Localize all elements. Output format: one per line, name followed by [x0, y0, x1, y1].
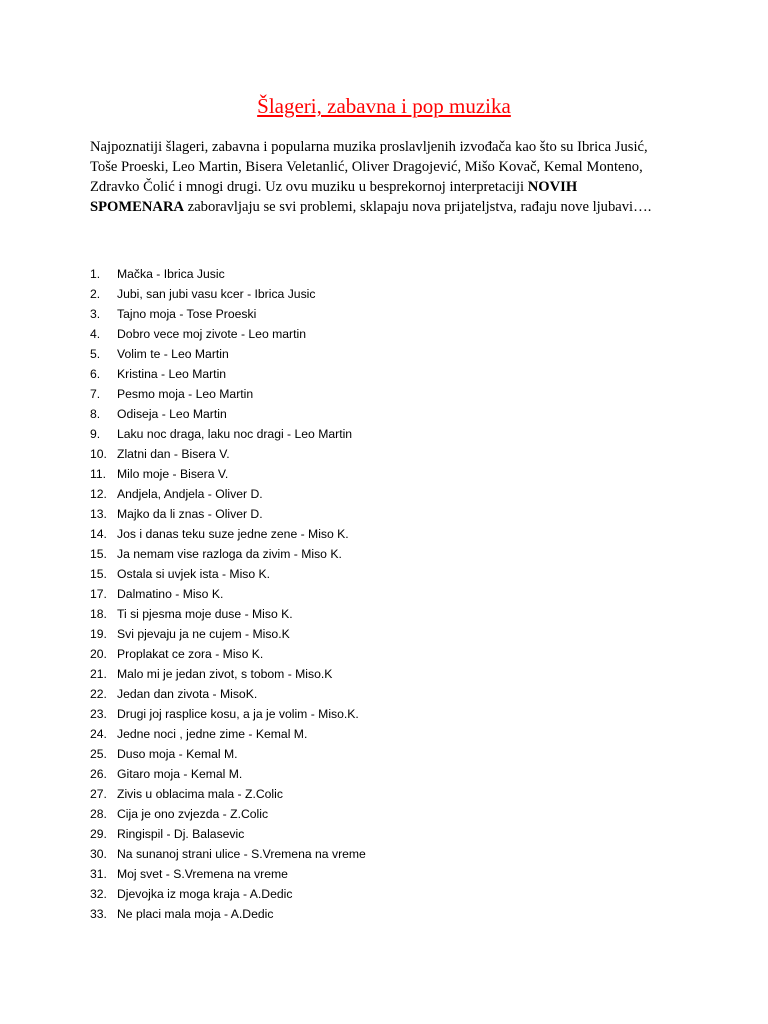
list-item	[90, 464, 366, 484]
list-item	[90, 384, 366, 404]
list-item	[90, 804, 366, 824]
list-item-number: 31.	[90, 867, 107, 881]
list-item	[90, 364, 366, 384]
list-item-number: 33.	[90, 907, 107, 921]
list-item-number: 19.	[90, 627, 107, 641]
list-item-number: 32.	[90, 887, 107, 901]
list-item-number: 23.	[90, 707, 107, 721]
list-item-number: 10.	[90, 447, 107, 461]
list-item-number: 12.	[90, 487, 107, 501]
list-item-text: Ja nemam vise razloga da zivim - Miso K.	[117, 547, 342, 561]
list-item-text: Zivis u oblacima mala - Z.Colic	[117, 787, 283, 801]
list-item	[90, 784, 366, 804]
list-item-text: Jedan dan zivota - MisoK.	[117, 687, 258, 701]
list-item	[90, 884, 366, 904]
intro-paragraph	[90, 137, 680, 217]
list-item-number: 11.	[90, 467, 107, 481]
list-item	[90, 704, 366, 724]
list-item-text: Volim te - Leo Martin	[117, 347, 229, 361]
list-item-text: Ne placi mala moja - A.Dedic	[117, 907, 274, 921]
list-item-text: Jedne noci , jedne zime - Kemal M.	[117, 727, 308, 741]
intro-line-4	[90, 197, 680, 217]
list-item-text: Jubi, san jubi vasu kcer - Ibrica Jusic	[117, 287, 316, 301]
list-item-number: 1.	[90, 267, 101, 281]
list-item-number: 7.	[90, 387, 101, 401]
list-item	[90, 864, 366, 884]
list-item	[90, 524, 366, 544]
list-item	[90, 564, 366, 584]
list-item	[90, 644, 366, 664]
list-item	[90, 724, 366, 744]
list-item-number: 22.	[90, 687, 107, 701]
intro-bold-spomenara: SPOMENARA	[90, 199, 185, 215]
list-item-number: 30.	[90, 847, 107, 861]
list-item-text: Ostala si uvjek ista - Miso K.	[117, 567, 271, 581]
list-item-number: 28.	[90, 807, 107, 821]
list-item-number: 2.	[90, 287, 101, 301]
list-item-text: Majko da li znas - Oliver D.	[117, 507, 263, 521]
list-item	[90, 424, 366, 444]
intro-line-1: Najpoznatiji šlageri, zabavna i popularna muzika proslavljenih izvođača kao što su Ibrica Jusić,	[90, 139, 648, 155]
list-item-text: Dalmatino - Miso K.	[117, 587, 224, 601]
list-item-number: 21.	[90, 667, 107, 681]
list-item-text: Duso moja - Kemal M.	[117, 747, 238, 761]
list-item	[90, 324, 366, 344]
list-item	[90, 624, 366, 644]
list-item-text: Malo mi je jedan zivot, s tobom - Miso.K	[117, 667, 333, 681]
list-item	[90, 344, 366, 364]
list-item-number: 9.	[90, 427, 101, 441]
list-item-text: Na sunanoj strani ulice - S.Vremena na vreme	[117, 847, 366, 861]
intro-line-3	[90, 177, 680, 197]
list-item-number: 29.	[90, 827, 107, 841]
list-item-number: 15.	[90, 547, 107, 561]
list-item-text: Milo moje - Bisera V.	[117, 467, 229, 481]
intro-bold-novih: NOVIH	[527, 179, 578, 195]
list-item-text: Drugi joj rasplice kosu, a ja je volim - Miso.K.	[117, 707, 359, 721]
list-item	[90, 504, 366, 524]
list-item	[90, 764, 366, 784]
list-item-text: Svi pjevaju ja ne cujem - Miso.K	[117, 627, 290, 641]
song-list	[90, 264, 366, 924]
list-item-number: 24.	[90, 727, 107, 741]
list-item-number: 4.	[90, 327, 101, 341]
list-item-text: Ti si pjesma moje duse - Miso K.	[117, 607, 293, 621]
list-item-text: Mačka - Ibrica Jusic	[117, 267, 225, 281]
list-item-number: 13.	[90, 507, 107, 521]
list-item-text: Zlatni dan - Bisera V.	[117, 447, 230, 461]
list-item-text: Djevojka iz moga kraja - A.Dedic	[117, 887, 293, 901]
list-item	[90, 484, 366, 504]
list-item-number: 15.	[90, 567, 107, 581]
list-item-text: Tajno moja - Tose Proeski	[117, 307, 257, 321]
list-item	[90, 664, 366, 684]
list-item-number: 27.	[90, 787, 107, 801]
list-item-number: 8.	[90, 407, 101, 421]
list-item-text: Odiseja - Leo Martin	[117, 407, 227, 421]
list-item-text: Dobro vece moj zivote - Leo martin	[117, 327, 306, 341]
list-item-number: 18.	[90, 607, 107, 621]
list-item	[90, 404, 366, 424]
list-item-number: 26.	[90, 767, 107, 781]
list-item	[90, 444, 366, 464]
list-item	[90, 904, 366, 924]
list-item	[90, 264, 366, 284]
list-item-number: 20.	[90, 647, 107, 661]
list-item	[90, 604, 366, 624]
list-item	[90, 844, 366, 864]
list-item-text: Laku noc draga, laku noc dragi - Leo Martin	[117, 427, 353, 441]
list-item	[90, 284, 366, 304]
list-item-number: 14.	[90, 527, 107, 541]
list-item-text: Ringispil - Dj. Balasevic	[117, 827, 245, 841]
list-item	[90, 544, 366, 564]
list-item	[90, 824, 366, 844]
list-item-number: 25.	[90, 747, 107, 761]
list-item-text: Andjela, Andjela - Oliver D.	[117, 487, 263, 501]
list-item-text: Moj svet - S.Vremena na vreme	[117, 867, 288, 881]
list-item-text: Proplakat ce zora - Miso K.	[117, 647, 264, 661]
list-item-number: 17.	[90, 587, 107, 601]
list-item-text: Kristina - Leo Martin	[117, 367, 227, 381]
list-item-text: Jos i danas teku suze jedne zene - Miso K.	[117, 527, 349, 541]
intro-line-2: Toše Proeski, Leo Martin, Bisera Veletanlić, Oliver Dragojević, Mišo Kovač, Kemal Monteno,	[90, 159, 643, 175]
list-item-text: Cija je ono zvjezda - Z.Colic	[117, 807, 269, 821]
list-item-number: 5.	[90, 347, 101, 361]
list-item-number: 6.	[90, 367, 101, 381]
list-item-text: Pesmo moja - Leo Martin	[117, 387, 254, 401]
list-item-number: 3.	[90, 307, 101, 321]
list-item	[90, 744, 366, 764]
page-title: Šlageri, zabavna i pop muzika	[257, 94, 511, 118]
list-item-text: Gitaro moja - Kemal M.	[117, 767, 243, 781]
list-item	[90, 304, 366, 324]
list-item	[90, 684, 366, 704]
intro-line-4-text: zaboravljaju se svi problemi, sklapaju nova prijateljstva, rađaju nove ljubavi….	[184, 199, 652, 215]
list-item	[90, 584, 366, 604]
intro-line-3-text: Zdravko Čolić i mnogi drugi. Uz ovu muziku u besprekornoj interpretaciji	[90, 179, 528, 195]
